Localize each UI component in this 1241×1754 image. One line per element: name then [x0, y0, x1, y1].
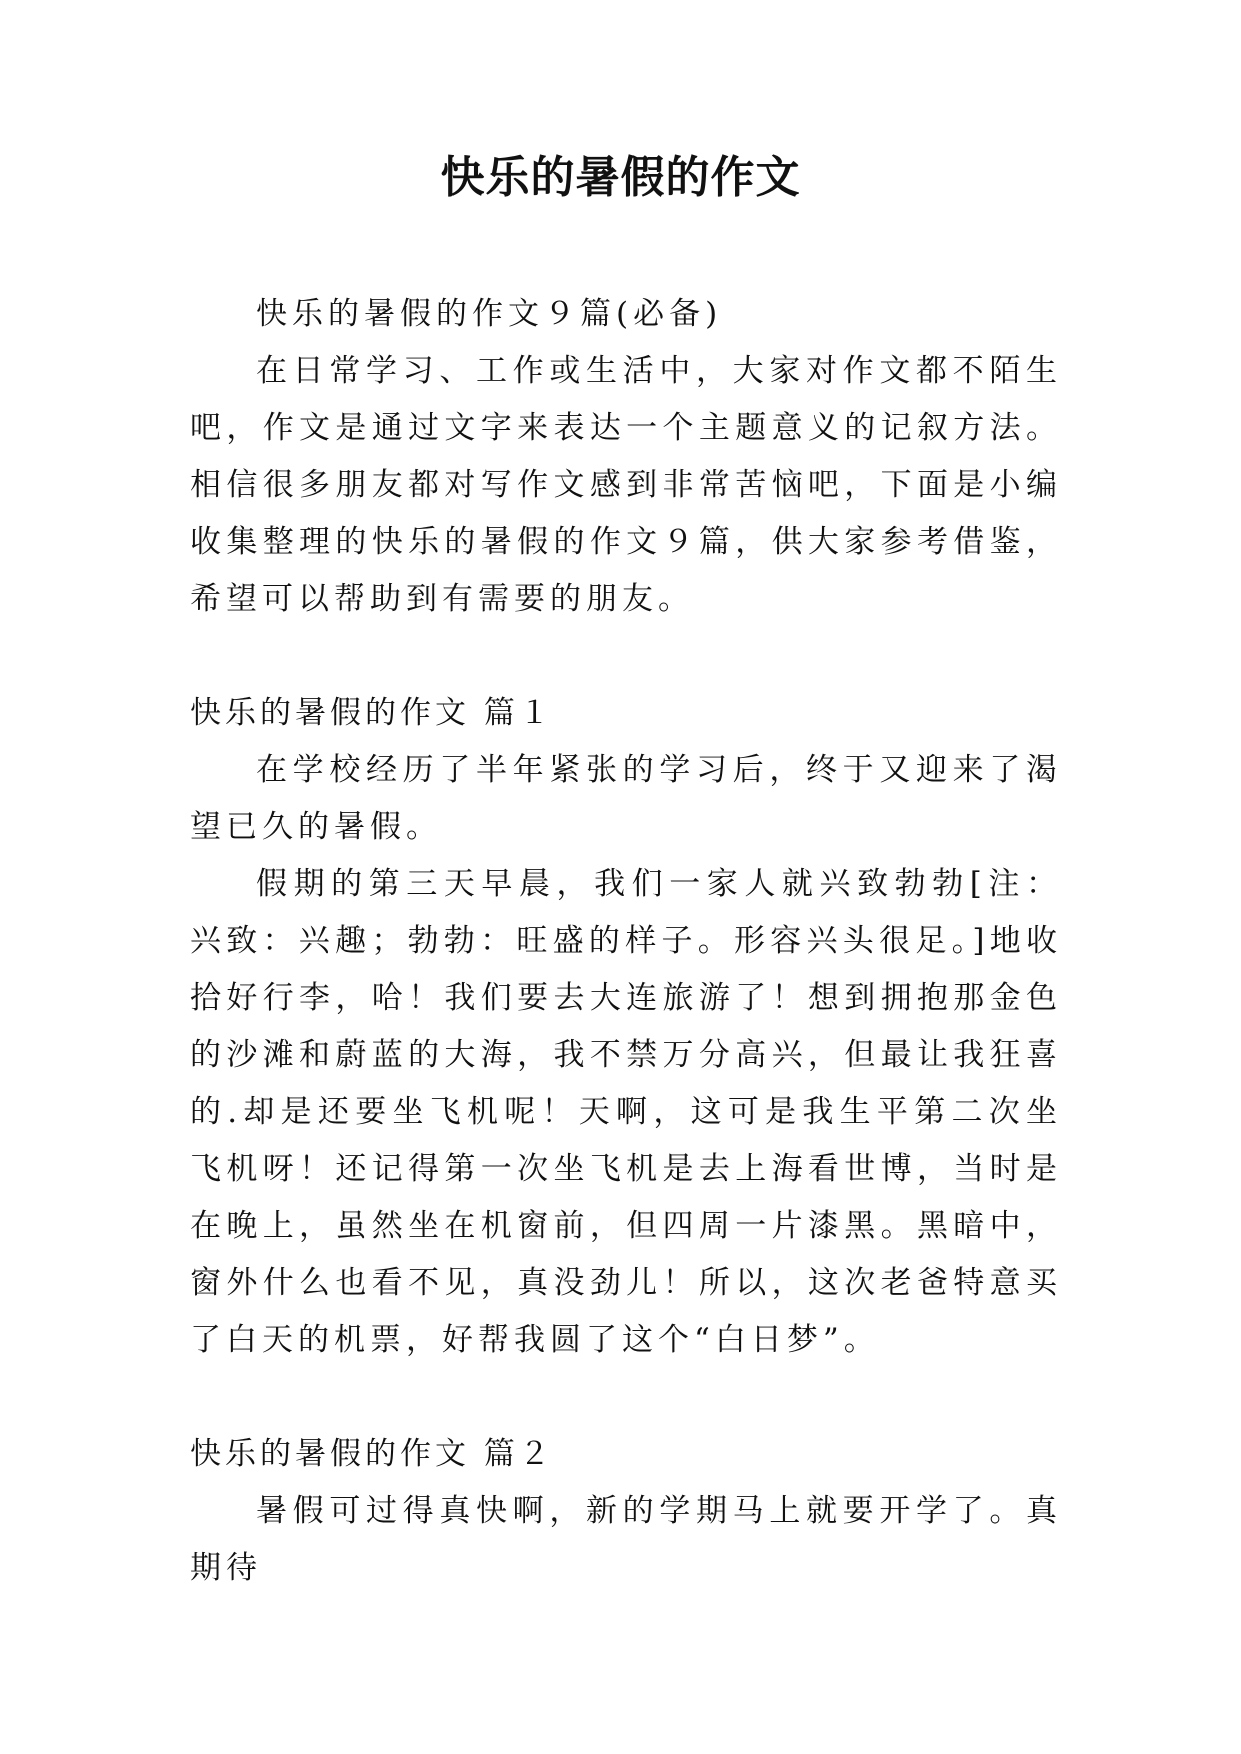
document-body [190, 286, 1062, 1597]
intro-paragraph: 在日常学习、工作或生活中，大家对作文都不陌生吧，作文是通过文字来表达一个主题意义的记叙方法。相信很多朋友都对写作文感到非常苦恼吧，下面是小编收集整理的快乐的暑假的作文９篇，供大家参考借鉴，希望可以帮助到有需要的朋友。 [190, 353, 1062, 617]
document-subtitle: 快乐的暑假的作文９篇(必备) [256, 296, 723, 332]
section-1-paragraph-2: 假期的第三天早晨，我们一家人就兴致勃勃[注：兴致：兴趣；勃勃：旺盛的样子。形容兴头很足。]地收拾好行李，哈！我们要去大连旅游了！想到拥抱那金色的沙滩和蔚蓝的大海，我不禁万分高兴，但最让我狂喜的.却是还要坐飞机呢！天啊，这可是我生平第二次坐飞机呀！还记得第一次坐飞机是去上海看世博，当时是在晚上，虽然坐在机窗前，但四周一片漆黑。黑暗中，窗外什么也看不见，真没劲儿！所以，这次老爸特意买了白天的机票，好帮我圆了这个“白日梦”。 [190, 866, 1062, 1358]
section-2-paragraph-1: 暑假可过得真快啊，新的学期马上就要开学了。真期待 [190, 1493, 1062, 1586]
section-heading-1: 快乐的暑假的作文 篇１ [190, 695, 554, 731]
section-heading-2: 快乐的暑假的作文 篇２ [190, 1436, 554, 1472]
section-1-paragraph-1: 在学校经历了半年紧张的学习后，终于又迎来了渴望已久的暑假。 [190, 752, 1062, 845]
document-title: 快乐的暑假的作文 [440, 152, 801, 203]
